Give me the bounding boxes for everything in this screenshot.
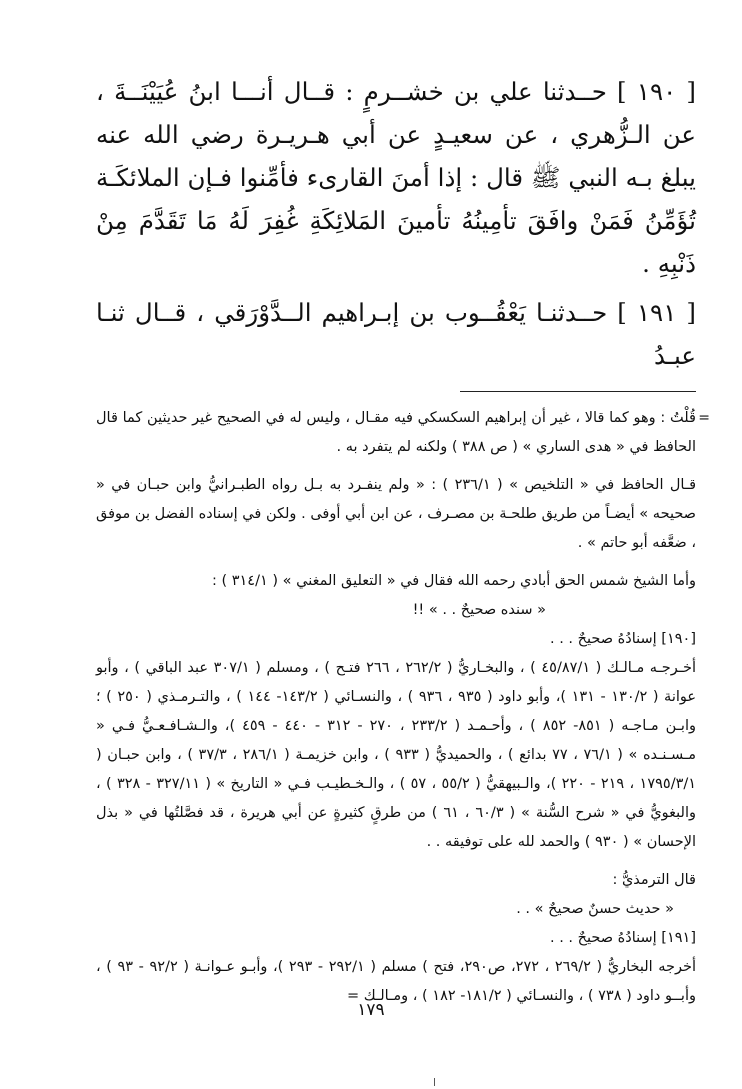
footnote-paragraph: قـال الحافظ في « التلخيص » ( ٢٣٦/١ ) : « ولم ينفـرد به بـل رواه الطبـرانيُّ وابن حبـان في « صحيحه » أيضـاً من طريق طلحـة بن مصـرف ، عن ابن أبي أوفى . ولكن في إسناده الفضل بن موفق ، ضعَّفه أبو حاتم » .	[96, 477, 696, 551]
footnote-paragraph: أخرجه البخاريُّ ( ٢٦٩/٢ ، ٢٧٢، ص٢٩٠، فتح ) مسلم ( ٢٩٢/١ - ٢٩٣ )، وأبـو عـوانـة ( ٩٢/٢ - ٩٣ ) ، وأبــو داود ( ٧٣٨ ) ، والنسـائي ( ١٨١/٢- ١٨٢ ) ، ومـالـك =	[96, 959, 697, 1004]
footnote-quote: « سنده صحيحٌ . . » !!	[412, 602, 546, 618]
footnote-paragraph: قال الترمذيُّ :	[612, 872, 696, 888]
footnote-heading-190: [١٩٠] إسنادُهُ صحيحٌ . . .	[549, 631, 696, 647]
footnote-quote: « حديث حسنٌ صحيحٌ » . .	[516, 901, 674, 917]
page-body	[96, 70, 710, 1011]
continuation-mark: =	[698, 410, 710, 426]
footnote-heading-191: [١٩١] إسنادُهُ صحيحٌ . . .	[549, 930, 696, 946]
footnote-divider	[460, 391, 696, 392]
hadith-190: [ ١٩٠ ] حــدثنا علي بن خشــرمٍ : قــال أنـــا ابنُ عُيَيْنَــةَ ، عن الـزُّهري ، عن سعيـدٍ عن أبي هـريـرة رضي الله عنه يبلغ بـه النبي ﷺ قال : إذا أمنَ القارىء فأمِّنوا فـإن الملائكَـة تُؤَمِّنُ فَمَنْ وافَقَ تأمِينُهُ تأمينَ المَلائِكَةِ غُفِرَ لَهُ مَا تَقَدَّمَ مِنْ ذَنْبِهِ .	[96, 77, 696, 278]
page-number: ١٧٩	[357, 1000, 385, 1020]
scan-mark	[434, 1078, 435, 1086]
hadith-191-start: [ ١٩١ ] حــدثنـا يَعْقُــوب بن إبـراهيم الــدَّوْرَقي ، قــال ثنـا عبـدُ	[96, 298, 696, 370]
main-text	[96, 70, 696, 377]
footnote-paragraph: وأما الشيخ شمس الحق أبادي رحمه الله فقال في « التعليق المغني » ( ٣١٤/١ ) :	[211, 573, 696, 589]
footnotes	[96, 404, 710, 1011]
footnote-paragraph: أخـرجـه مـالـك ( ٤٥/٨٧/١ ) ، والبخـاريُّ ( ٢٦٢/٢ ، ٢٦٦ فتـح ) ، ومسلم ( ٣٠٧/١ عبد الباقي ) ، وأبو عوانة ( ١٣٠/٢ - ١٣١ )، وأبو داود ( ٩٣٥ ، ٩٣٦ ) ، والنسـائي ( ١٤٣/٢- ١٤٤ ) ، والتـرمـذي ( ٢٥٠ ) ؛ وابـن مـاجـه ( ٨٥١- ٨٥٢ ) ، وأحـمـد ( ٢٣٣/٢ ، ٢٧٠ - ٣١٢ - ٤٤٠ - ٤٥٩ )، والـشـافـعـيُّ فـي « مـسـنـده » ( ٧٦/١ ، ٧٧ بدائع ) ، والحميديُّ ( ٩٣٣ ) ، وابن خزيمـة ( ٢٨٦/١ ، ٣٧/٣ ) ، وابن حبـان ( ١٧٩٥/٣/١ ، ٢١٩ - ٢٢٠ )، والـبيهقيُّ ( ٥٥/٢ ، ٥٧ ) ، والـخـطيـب فـي « التاريخ » ( ٣٢٧/١١ - ٣٢٨ ) ، والبغويُّ في « شرح السُّنة » ( ٦٠/٣ ، ٦١ ) من طرقٍ كثيرةٍ عن أبي هريرة ، قد فصَّلتُها في « بذل الإحسان » ( ٩٣٠ ) والحمد لله على توفيقه . .	[96, 660, 697, 850]
footnote-paragraph: = قُلْتُ : وهو كما قالا ، غير أن إبراهيم السكسكي فيه مقـال ، وليس له في الصحيح غير حديثين كما قال الحافظ في « هدى الساري » ( ص ٣٨٨ ) ولكنه لم يتفرد به .	[96, 404, 696, 462]
